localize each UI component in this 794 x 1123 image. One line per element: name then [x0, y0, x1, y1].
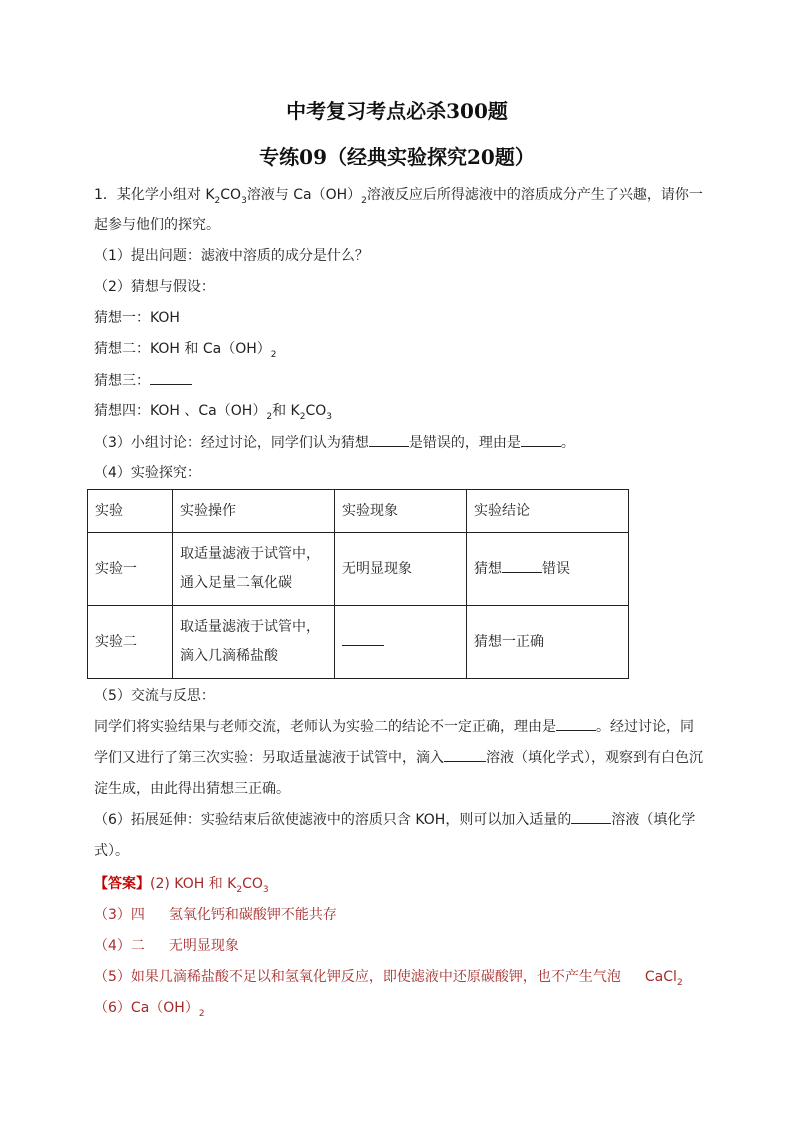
answer-blank[interactable] — [556, 716, 596, 731]
question-part-2: （2）猜想与假设： — [94, 279, 215, 295]
table-cell: 实验一 — [88, 533, 173, 606]
table-cell: 猜想一正确 — [467, 606, 629, 679]
page-title: 中考复习考点必杀300题 — [286, 99, 508, 123]
question-part-5: （5）交流与反思： — [94, 688, 215, 704]
table-row — [88, 533, 629, 606]
answer-label: 【答案】 — [94, 876, 150, 892]
table-row — [88, 606, 629, 679]
page-subtitle: 专练09（经典实验探究20题） — [259, 145, 535, 169]
table-header-row — [88, 490, 629, 533]
question-part-3: （3）小组讨论：经过讨论，同学们认为猜想 是错误的，理由是 。 — [94, 432, 575, 453]
answer-blank[interactable] — [502, 558, 542, 573]
table-cell: 取适量滤液于试管中， 滴入几滴稀盐酸 — [173, 606, 335, 679]
answer-line-6: $(6)Ca(OH)_2$ — [94, 1000, 205, 1019]
table-cell: 取适量滤液于试管中， 通入足量二氧化碳 — [173, 533, 335, 606]
reflection-paragraph: 同学们将实验结果与老师交流，老师认为实验二的结论不一定正确，理由是 。经过讨论，同学们又进行了第三次实验：另取适量滤液于试管中，滴入 溶液（填化学式），观察到有白色沉淀生成，由此得出猜想三正确。 — [94, 712, 706, 805]
answer-blank[interactable] — [150, 370, 192, 385]
answer-line-4: （4）二 无明显现象 — [94, 938, 239, 954]
guess-3: 猜想三： — [94, 370, 192, 391]
question-part-6: （6）拓展延伸：实验结束后欲使滤液中的溶质只含 KOH，则可以加入适量的 溶液（填化学式）。 — [94, 805, 706, 867]
answer-line-2: 【答案】(2) KOH 和 $K_2CO_3$ — [94, 876, 269, 895]
experiment-table — [87, 489, 629, 679]
answer-blank[interactable] — [521, 432, 561, 447]
table-header-cell: 实验 — [88, 490, 173, 533]
table-header-cell: 实验操作 — [173, 490, 335, 533]
guess-4: 猜想四：KOH 、$Ca(OH)_2$和 $K_2CO_3$ — [94, 403, 332, 422]
guess-2: 猜想二：KOH 和 $Ca(OH)_2$ — [94, 341, 277, 360]
answer-line-5: （5）如果几滴稀盐酸不足以和氢氧化钾反应，即使滤液中还原碳酸钾，也不产生气泡 CaCl$_2$ — [94, 969, 683, 988]
guess-1: 猜想一：KOH — [94, 310, 180, 326]
answer-blank[interactable] — [444, 747, 486, 762]
question-intro-line2: 起参与他们的探究。 — [94, 217, 220, 233]
question-part-1: （1）提出问题：滤液中溶质的成分是什么？ — [94, 248, 369, 264]
answer-line-3: （3）四 氢氧化钙和碳酸钾不能共存 — [94, 907, 337, 923]
table-cell: 无明显现象 — [335, 533, 467, 606]
table-cell — [335, 606, 467, 679]
question-part-4: （4）实验探究： — [94, 465, 201, 481]
table-header-cell: 实验现象 — [335, 490, 467, 533]
question-intro: 1．某化学小组对 $K_2CO_3$溶液与 $Ca(OH)_2$溶液反应后所得滤液中的溶质成分产生了兴趣，请你一 — [94, 187, 703, 206]
answer-blank[interactable] — [571, 809, 611, 824]
table-header-cell: 实验结论 — [467, 490, 629, 533]
answer-blank[interactable] — [369, 432, 409, 447]
table-cell: 实验二 — [88, 606, 173, 679]
table-cell: 猜想 错误 — [467, 533, 629, 606]
answer-blank[interactable] — [342, 631, 384, 646]
